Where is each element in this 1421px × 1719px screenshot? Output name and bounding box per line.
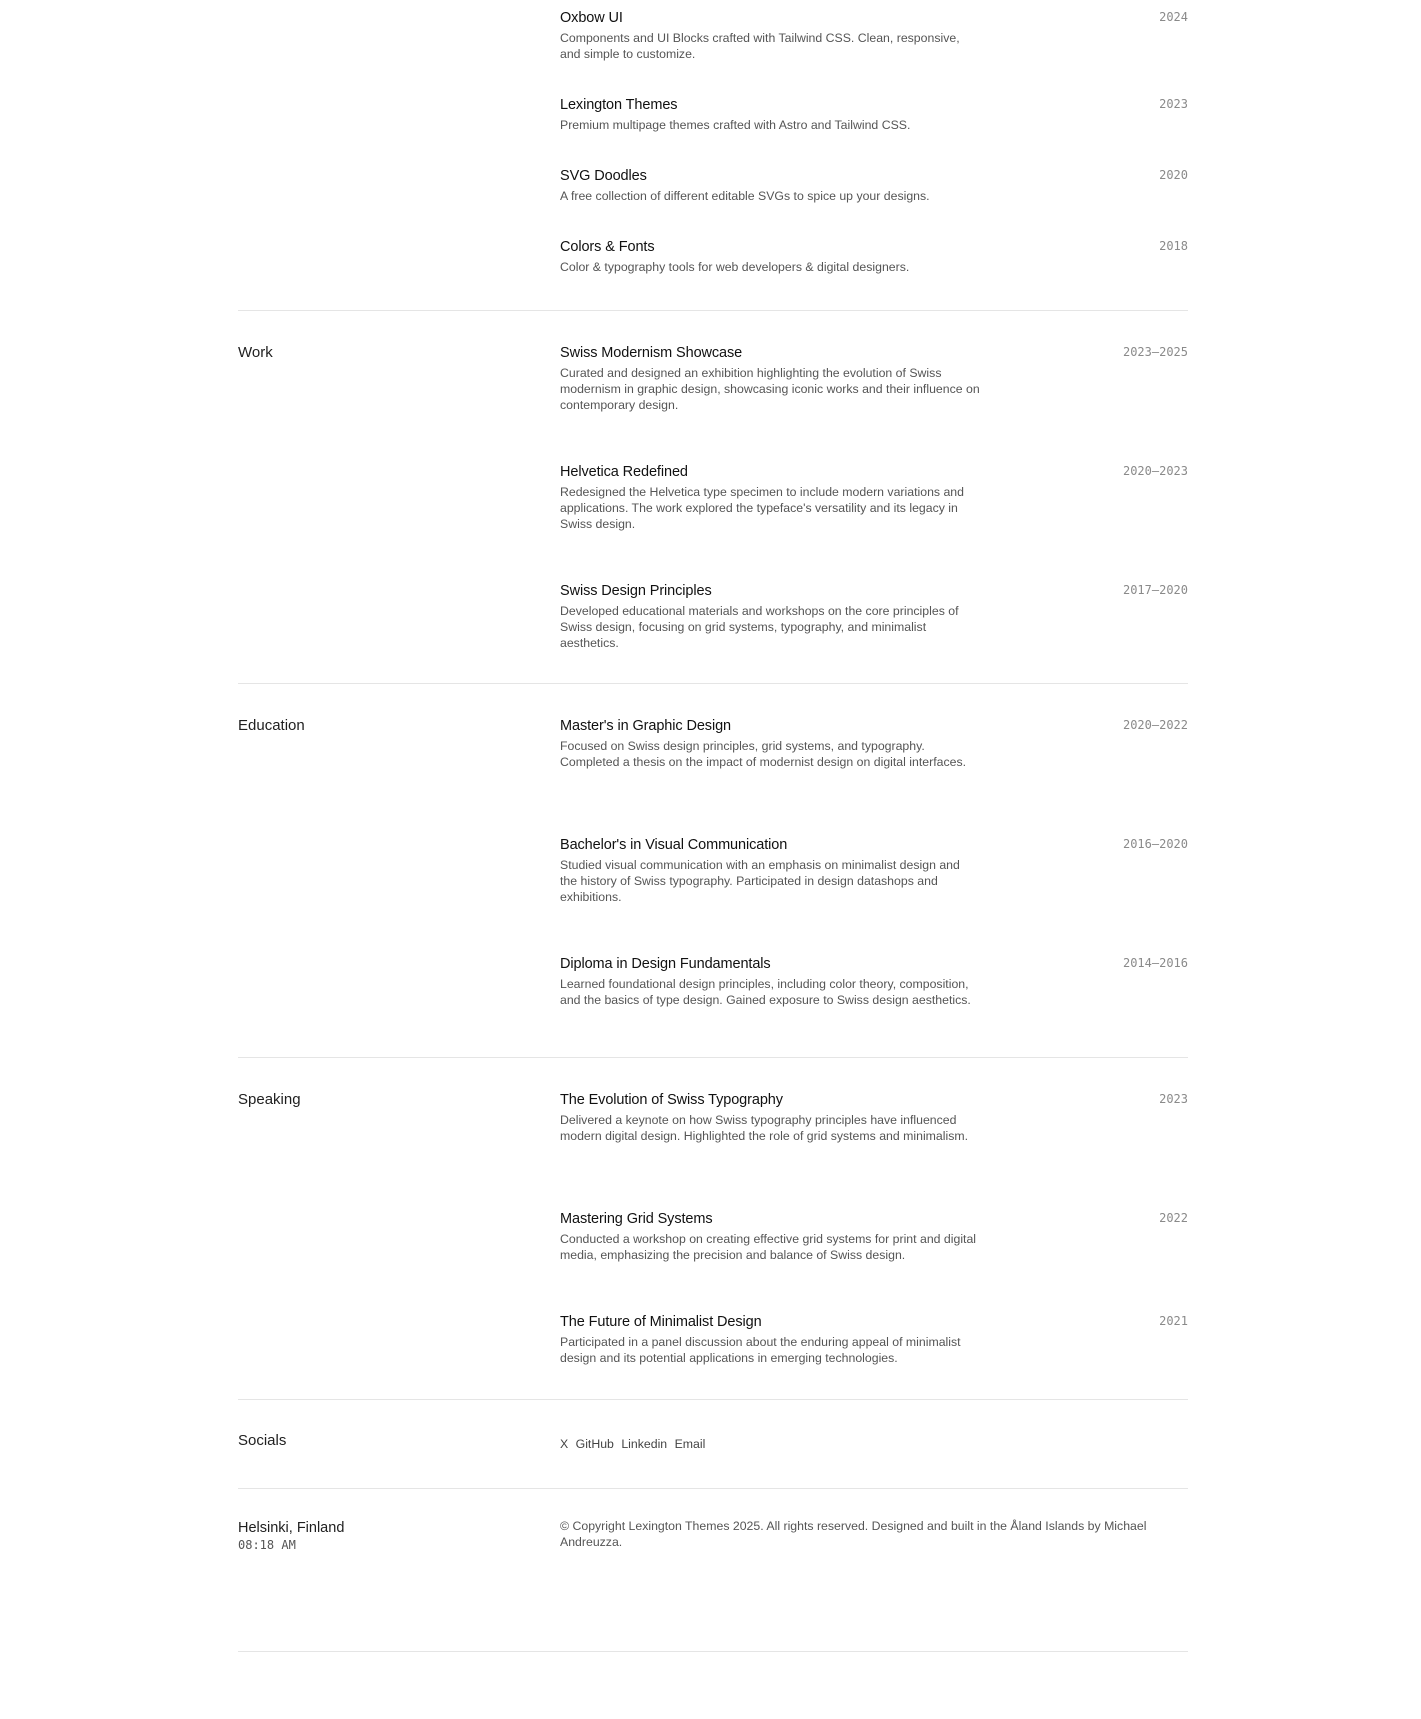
- project-year: 2018: [1159, 239, 1188, 253]
- speaking-description: Conducted a workshop on creating effective grid systems for print and digital media, emphasizing the precision and balance of Swiss design.: [560, 1232, 977, 1262]
- project-item[interactable]: [560, 95, 1188, 166]
- speaking-section: [238, 1058, 1188, 1400]
- footer: [238, 1489, 1188, 1652]
- work-description: Redesigned the Helvetica type specimen to include modern variations and applications. The work explored the typeface's versatility and its legacy in Swiss design.: [560, 485, 964, 531]
- work-list: [560, 311, 1188, 700]
- education-description: Learned foundational design principles, including color theory, composition, and the basics of type design. Gained exposure to Swiss design aesthetics.: [560, 977, 971, 1007]
- education-item: [560, 716, 1188, 835]
- project-item[interactable]: [560, 8, 1188, 95]
- speaking-title: The Evolution of Swiss Typography: [560, 1092, 783, 1108]
- socials-section: [238, 1400, 1188, 1489]
- socials-list: [560, 1400, 1188, 1451]
- project-year: 2024: [1159, 10, 1188, 24]
- speaking-year: 2021: [1159, 1314, 1188, 1328]
- page-container: [238, 0, 1188, 1652]
- work-years: 2017—2020: [1122, 583, 1188, 597]
- project-description: Premium multipage themes crafted with Astro and Tailwind CSS.: [560, 118, 911, 132]
- work-description: Curated and designed an exhibition highlighting the evolution of Swiss modernism in graphic design, showcasing iconic works and their influence on contemporary design.: [560, 366, 980, 412]
- speaking-description: Delivered a keynote on how Swiss typography principles have influenced modern digital design. Highlighted the role of grid systems and minimalism.: [560, 1113, 969, 1143]
- section-heading-education: Education: [238, 717, 305, 734]
- work-description: Developed educational materials and workshops on the core principles of Swiss design, focusing on grid systems, typography, and minimalist aesthetics.: [560, 604, 959, 650]
- local-time: 08:18 AM: [238, 1538, 296, 1552]
- social-link-x[interactable]: X: [560, 1437, 569, 1451]
- education-years: 2014—2016: [1122, 956, 1188, 970]
- speaking-list: [560, 1058, 1188, 1431]
- education-title: Master's in Graphic Design: [560, 718, 732, 734]
- project-description: Color & typography tools for web developers & digital designers.: [560, 260, 910, 274]
- speaking-description: Participated in a panel discussion about the enduring appeal of minimalist design and its potential applications in emerging technologies.: [560, 1335, 961, 1365]
- work-item: [560, 581, 1188, 700]
- work-title: Swiss Modernism Showcase: [560, 345, 743, 361]
- section-heading-socials: Socials: [238, 1432, 287, 1449]
- education-description: Studied visual communication with an emphasis on minimalist design and the history of Swiss typography. Participated in design datashops and exhibitions.: [560, 858, 960, 904]
- project-title[interactable]: Oxbow UI: [560, 10, 623, 26]
- social-links: [560, 1437, 1188, 1451]
- projects-section: [238, 0, 1188, 311]
- speaking-item: [560, 1090, 1188, 1209]
- work-title: Helvetica Redefined: [560, 464, 688, 480]
- education-list: [560, 684, 1188, 1073]
- speaking-title: The Future of Minimalist Design: [560, 1314, 762, 1330]
- social-link-github[interactable]: GitHub: [575, 1437, 614, 1451]
- project-description: Components and UI Blocks crafted with Tailwind CSS. Clean, responsive, and simple to customize.: [560, 31, 960, 61]
- projects-list: [560, 0, 1188, 324]
- speaking-title: Mastering Grid Systems: [560, 1211, 713, 1227]
- work-title: Swiss Design Principles: [560, 583, 712, 599]
- work-item: [560, 462, 1188, 581]
- speaking-item: [560, 1209, 1188, 1312]
- project-item[interactable]: [560, 166, 1188, 237]
- education-title: Diploma in Design Fundamentals: [560, 956, 771, 972]
- project-title[interactable]: SVG Doodles: [560, 168, 647, 184]
- work-years: 2020—2023: [1122, 464, 1188, 478]
- social-link-linkedin[interactable]: Linkedin: [621, 1437, 668, 1451]
- work-section: [238, 311, 1188, 684]
- project-year: 2023: [1159, 97, 1188, 111]
- education-description: Focused on Swiss design principles, grid systems, and typography. Completed a thesis on the impact of modernist design on digital interfaces.: [560, 739, 967, 769]
- speaking-year: 2022: [1159, 1211, 1188, 1225]
- project-title[interactable]: Colors & Fonts: [560, 239, 655, 255]
- education-item: [560, 954, 1188, 1073]
- project-title[interactable]: Lexington Themes: [560, 97, 678, 113]
- section-heading-speaking: Speaking: [238, 1091, 301, 1108]
- footer-location: [238, 1519, 344, 1553]
- speaking-year: 2023: [1159, 1092, 1188, 1106]
- location-city: Helsinki, Finland: [238, 1520, 345, 1536]
- education-years: 2016—2020: [1122, 837, 1188, 851]
- copyright-text: © Copyright Lexington Themes 2025. All rights reserved. Designed and built in the Åland Islands by Michael Andreuzza.: [560, 1519, 1147, 1549]
- project-description: A free collection of different editable SVGs to spice up your designs.: [560, 189, 930, 203]
- education-item: [560, 835, 1188, 954]
- work-years: 2023—2025: [1122, 345, 1188, 359]
- section-heading-work: Work: [238, 344, 273, 361]
- social-link-email[interactable]: Email: [674, 1437, 706, 1451]
- education-section: [238, 684, 1188, 1058]
- education-title: Bachelor's in Visual Communication: [560, 837, 788, 853]
- education-years: 2020—2022: [1122, 718, 1188, 732]
- project-year: 2020: [1159, 168, 1188, 182]
- footer-content: [560, 1489, 1188, 1550]
- work-item: [560, 343, 1188, 462]
